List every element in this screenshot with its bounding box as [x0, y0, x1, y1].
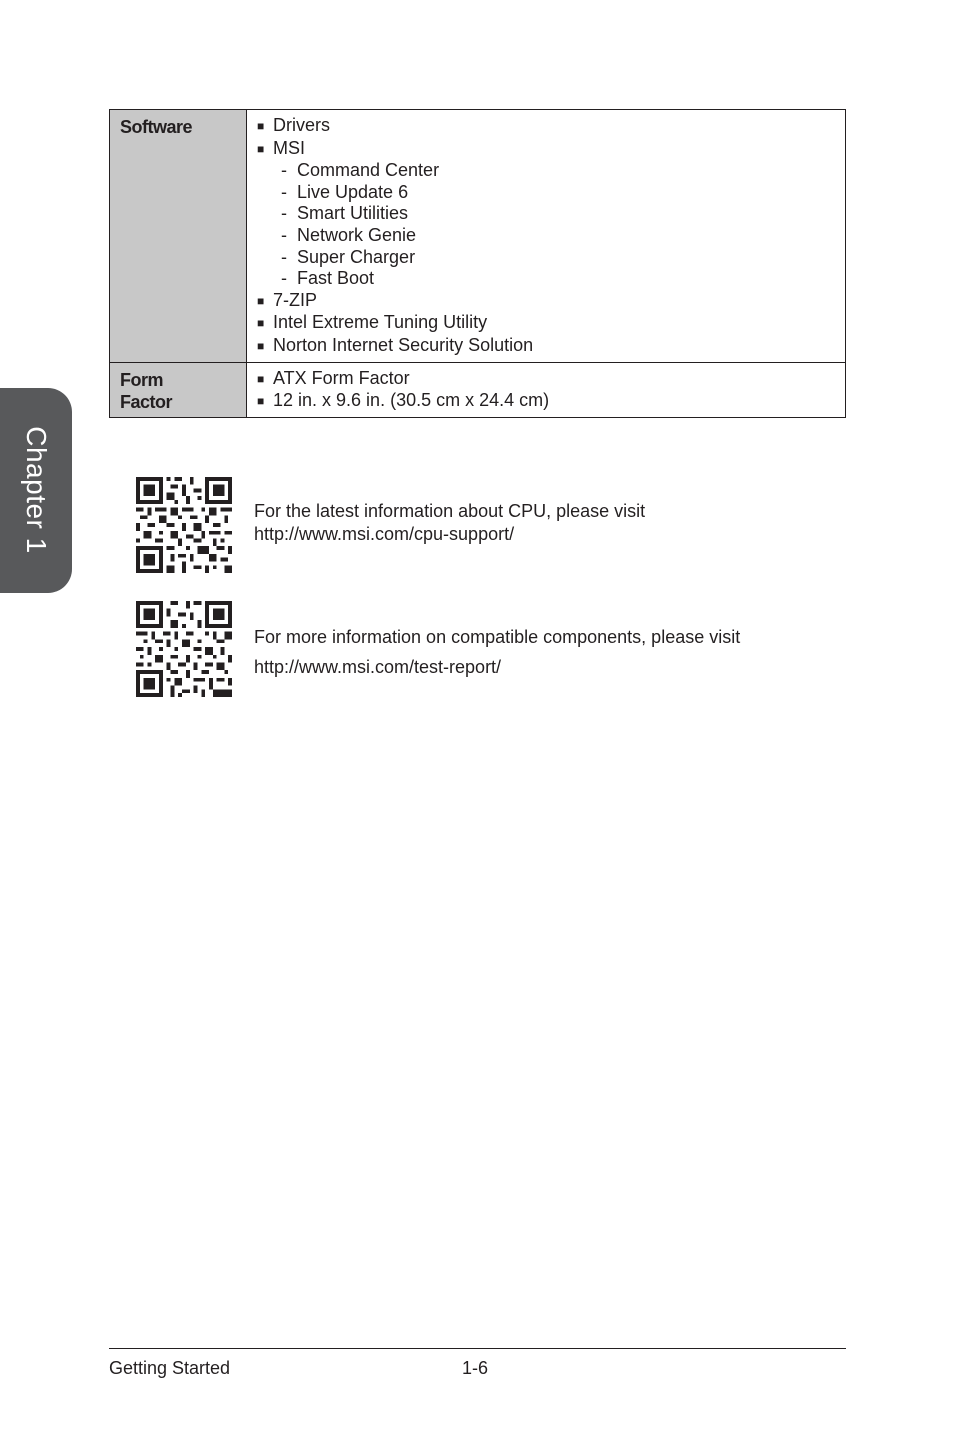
qr-code-icon [136, 601, 232, 697]
note-text: For more information on compatible components, please visit [254, 627, 741, 647]
footer-divider [109, 1348, 846, 1349]
square-bullet-icon: ■ [257, 338, 265, 353]
list-item: ■ Intel Extreme Tuning Utility [257, 312, 837, 335]
spec-row-software [110, 110, 846, 363]
list-item: ■ Norton Internet Security Solution [257, 335, 837, 358]
list-item: ■ 12 in. x 9.6 in. (30.5 cm x 24.4 cm) [257, 390, 837, 413]
list-item: ■ Drivers [257, 115, 837, 138]
qr-code-icon [136, 477, 232, 573]
square-bullet-icon: ■ [257, 293, 265, 308]
list-item: ■ ATX Form Factor [257, 368, 837, 391]
square-bullet-icon: ■ [257, 394, 265, 409]
test-report-url: http://www.msi.com/test-report/ [254, 657, 502, 677]
sub-list-item: - Live Update 6 [281, 181, 409, 202]
square-bullet-icon: ■ [257, 119, 265, 133]
square-bullet-icon: ■ [257, 316, 265, 331]
cpu-support-note [254, 500, 645, 546]
footer-section-title: Getting Started [109, 1358, 231, 1378]
test-report-note [254, 622, 740, 682]
chapter-tab-label: Chapter 1 [21, 426, 52, 554]
sub-list-item: - Network Genie [281, 224, 417, 245]
spec-label-form-factor: Form Factor [110, 362, 247, 417]
spec-value-form-factor [247, 362, 846, 417]
square-bullet-icon: ■ [257, 141, 265, 156]
chapter-tab [0, 388, 72, 593]
page-number: 1-6 [462, 1358, 489, 1378]
cpu-support-url: http://www.msi.com/cpu-support/ [254, 524, 515, 544]
note-text: For the latest information about CPU, please visit [254, 501, 646, 521]
spec-value-software [247, 110, 846, 363]
sub-list-item: - Command Center [281, 160, 440, 181]
square-bullet-icon: ■ [257, 371, 265, 386]
sub-list-item: - Super Charger [281, 246, 416, 267]
sub-list-item: - Fast Boot [281, 268, 375, 289]
spec-table [109, 109, 846, 418]
spec-label-software: Software [110, 110, 247, 363]
spec-row-form-factor [110, 362, 846, 417]
list-item: ■ MSI [257, 138, 837, 161]
list-item: ■ 7-ZIP [257, 290, 837, 313]
sub-list-item: - Smart Utilities [281, 203, 409, 224]
